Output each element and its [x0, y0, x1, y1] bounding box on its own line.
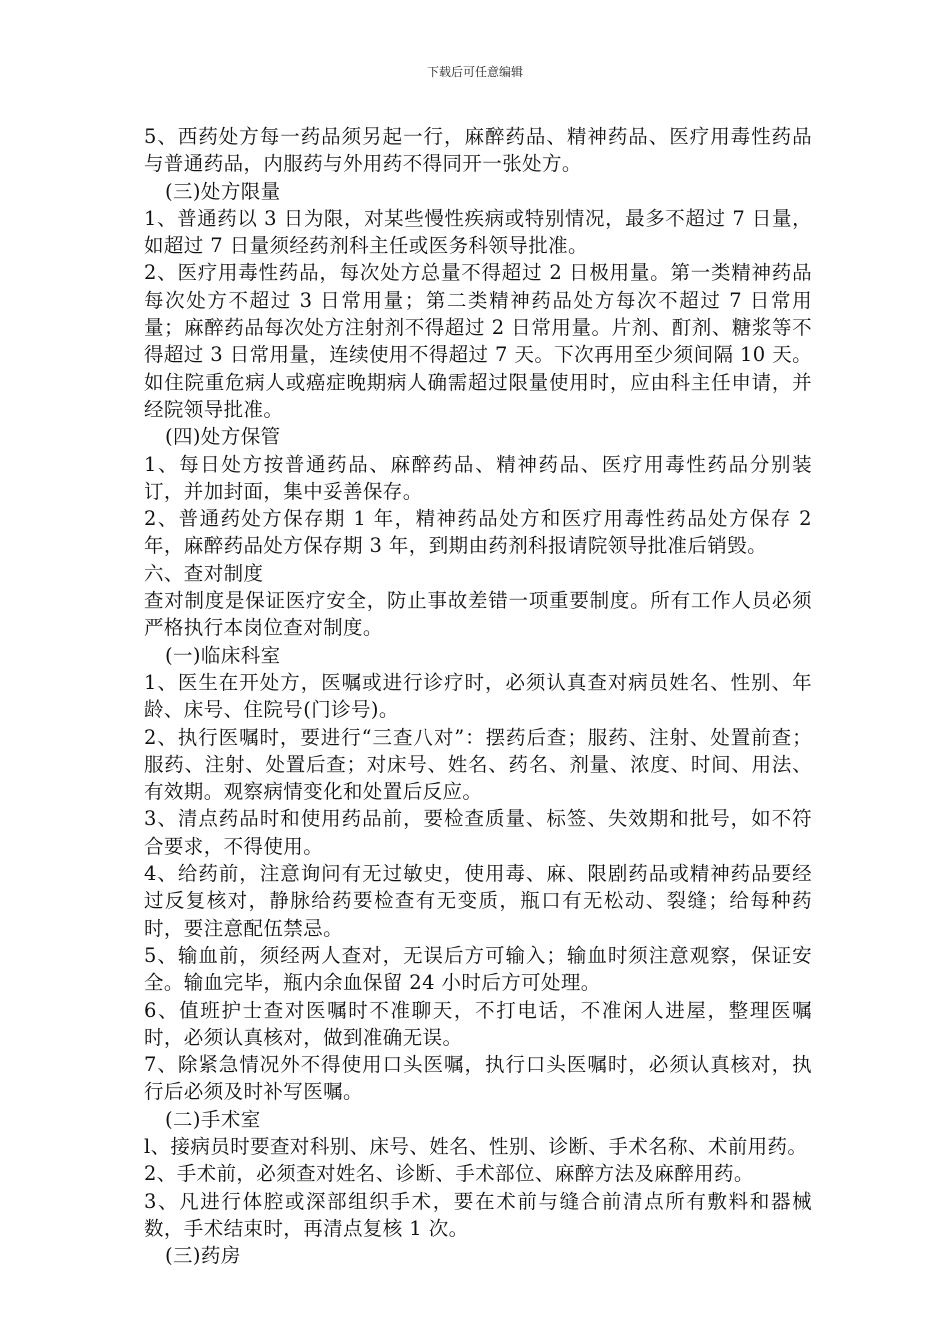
document-body	[144, 123, 812, 1269]
paragraph: 7、除紧急情况外不得使用口头医嘱，执行口头医嘱时，必须认真核对，执行后必须及时补写医嘱。	[144, 1053, 812, 1104]
paragraph: 查对制度是保证医疗安全，防止事故差错一项重要制度。所有工作人员必须严格执行本岗位查对制度。	[144, 589, 812, 640]
paragraph: 2、普通药处方保存期 1 年，精神药品处方和医疗用毒性药品处方保存 2 年，麻醉药品处方保存期 3 年，到期由药剂科报请院领导批准后销毁。	[144, 507, 812, 558]
paragraph: l、接病员时要查对科别、床号、姓名、性别、诊断、手术名称、术前用药。	[144, 1134, 808, 1158]
paragraph: 3、清点药品时和使用药品前，要检查质量、标签、失效期和批号，如不符合要求，不得使用。	[144, 807, 812, 858]
page-header: 下载后可任意编辑	[426, 65, 523, 79]
paragraph: 1、医生在开处方，医嘱或进行诊疗时，必须认真查对病员姓名、性别、年龄、床号、住院号(门诊号)。	[144, 670, 812, 722]
subsection-heading: (三)药房	[165, 1244, 241, 1268]
paragraph: 5、输血前，须经两人查对，无误后方可输入；输血时须注意观察，保证安全。输血完毕，瓶内余血保留 24 小时后方可处理。	[144, 943, 812, 995]
paragraph: 4、给药前，注意询问有无过敏史，使用毒、麻、限剧药品或精神药品要经过反复核对，静脉给药要检查有无变质，瓶口有无松动、裂缝；给每种药时，要注意配伍禁忌。	[144, 862, 812, 940]
subsection-heading: (四)处方保管	[165, 425, 281, 449]
paragraph: 1、普通药以 3 日为限，对某些慢性疾病或特别情况，最多不超过 7 日量，如超过 7 日量须经药剂科主任或医务科领导批准。	[144, 206, 812, 258]
paragraph: 5、西药处方每一药品须另起一行，麻醉药品、精神药品、医疗用毒性药品与普通药品，内服药与外用药不得同开一张处方。	[144, 125, 812, 176]
section-heading: 六、查对制度	[144, 561, 264, 585]
subsection-heading: (三)处方限量	[165, 179, 281, 203]
paragraph: 2、医疗用毒性药品，每次处方总量不得超过 2 日极用量。第一类精神药品每次处方不超过 3 日常用量；第二类精神药品处方每次不超过 7 日常用量；麻醉药品每次处方注射剂不得超过 2 日常用量。片剂、酊剂、糖浆等不得超过 3 日常用量，连续使用不得超过 7 天。下次再用至少须间隔 10 天。如住院重危病人或癌症晚期病人确需超过限量使用时，应由科主任申请，并经院领导批准。	[144, 261, 812, 421]
paragraph: 3、凡进行体腔或深部组织手术，要在术前与缝合前清点所有敷料和器械数，手术结束时，再清点复核 1 次。	[144, 1189, 812, 1240]
paragraph: 2、执行医嘱时，要进行“三查八对”：摆药后查；服药、注射、处置前查；服药、注射、处置后查；对床号、姓名、药名、剂量、浓度、时间、用法、有效期。观察病情变化和处置后反应。	[144, 725, 812, 804]
paragraph: 2、手术前，必须查对姓名、诊断、手术部位、麻醉方法及麻醉用药。	[144, 1162, 754, 1186]
subsection-heading: (一)临床科室	[165, 643, 281, 667]
paragraph: 1、每日处方按普通药品、麻醉药品、精神药品、医疗用毒性药品分别装订，并加封面，集中妥善保存。	[144, 452, 812, 503]
subsection-heading: (二)手术室	[165, 1107, 261, 1131]
paragraph: 6、值班护士查对医嘱时不准聊天，不打电话，不准闲人进屋，整理医嘱时，必须认真核对，做到准确无误。	[144, 998, 812, 1049]
